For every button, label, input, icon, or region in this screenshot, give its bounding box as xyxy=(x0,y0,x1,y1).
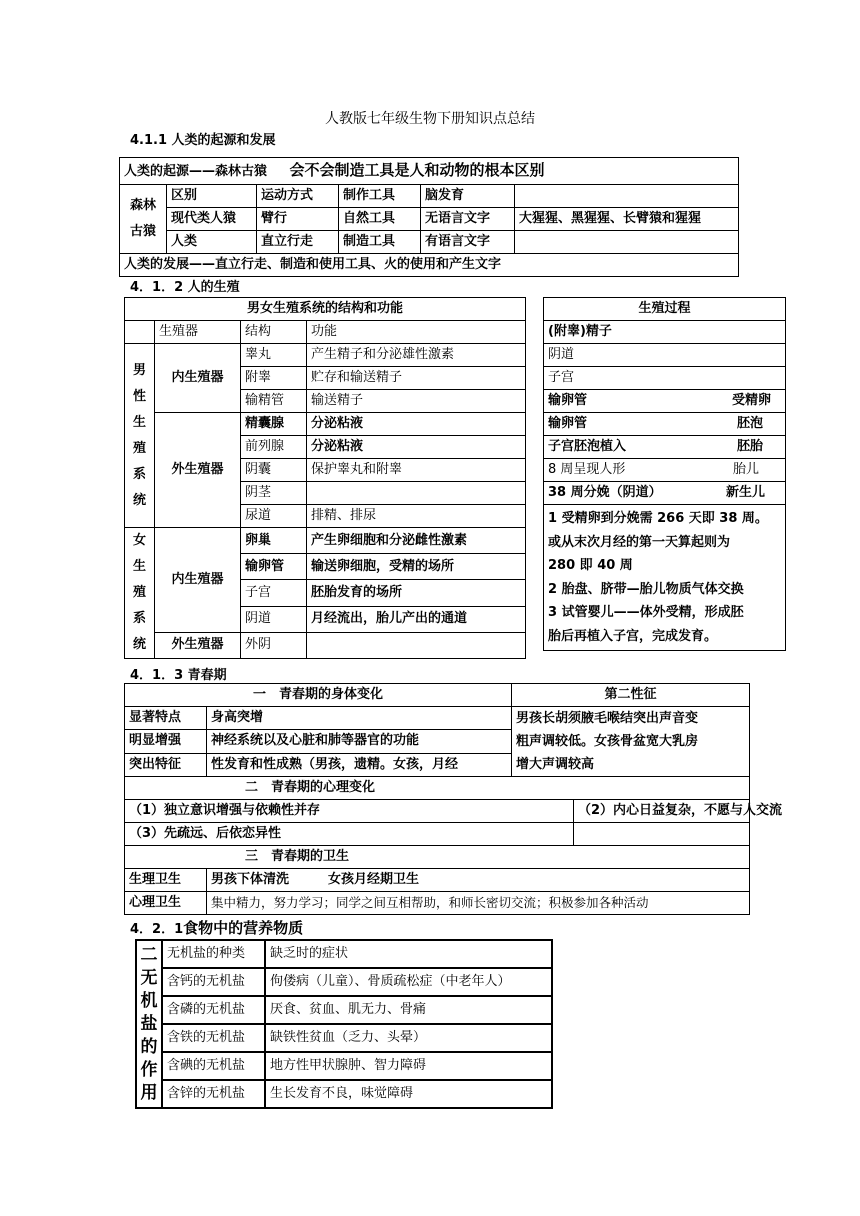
origin-table xyxy=(119,157,739,277)
note-line: 280 即 40 周 xyxy=(548,558,633,573)
process-step xyxy=(544,482,786,505)
male-label: 男性生殖系统 xyxy=(125,344,155,528)
table-cell xyxy=(574,823,750,846)
table-cell: 阴囊 xyxy=(241,459,307,482)
section-heading-421 xyxy=(130,917,303,938)
table-cell: 区别 xyxy=(167,185,257,208)
mineral-table xyxy=(135,939,553,1109)
table-cell: 产生精子和分泌雄性激素 xyxy=(307,344,526,367)
process-result: 新生儿 xyxy=(725,485,765,500)
table-row xyxy=(544,344,786,367)
right-title: 生殖过程 xyxy=(544,298,786,321)
table-row xyxy=(136,1080,552,1108)
table-cell: 功能 xyxy=(307,321,526,344)
table-cell: 心理卫生 xyxy=(125,892,207,915)
table-row xyxy=(136,1052,552,1080)
female-label: 女生殖系统 xyxy=(125,528,155,659)
table-cell: 制作工具 xyxy=(339,185,421,208)
table-cell: 集中精力，努力学习；同学之间互相帮助，和师长密切交流；积极参加各种活动 xyxy=(207,892,750,915)
table-cell: 地方性甲状腺肿、智力障碍 xyxy=(265,1052,552,1080)
table-cell: 佝偻病（儿童）、骨质疏松症（中老年人） xyxy=(265,968,552,996)
process-step-text: 38 周分娩（阴道） xyxy=(548,485,662,500)
page-title: 人教版七年级生物下册知识点总结 xyxy=(325,111,535,127)
table-cell: （1）独立意识增强与依赖性并存 xyxy=(125,800,574,823)
table-row xyxy=(544,321,786,344)
table-cell: 睾丸 xyxy=(241,344,307,367)
table-cell: 阴道 xyxy=(241,606,307,632)
table-cell: 神经系统以及心脏和肺等器官的功能 xyxy=(207,730,512,753)
table-row xyxy=(125,528,526,554)
table-row xyxy=(125,298,526,321)
process-step-text: 子宫胚泡植入 xyxy=(548,439,627,454)
process-step-text: (附睾)精子 xyxy=(548,324,612,339)
table-row xyxy=(120,185,739,208)
male-internal: 内生殖器 xyxy=(155,344,241,413)
female-external: 外生殖器 xyxy=(155,632,241,658)
note-line: 或从末次月经的第一天算起则为 xyxy=(548,534,731,550)
table-cell xyxy=(307,632,526,658)
table-cell: 含钙的无机盐 xyxy=(162,968,265,996)
table-row xyxy=(544,413,786,436)
process-step xyxy=(544,390,786,413)
process-step xyxy=(544,367,786,390)
note-line: 2 胎盘、脐带—胎儿物质气体交换 xyxy=(548,581,744,597)
sex-line: 男孩长胡须腋毛喉结突出声音变 xyxy=(516,711,699,726)
table-cell: 前列腺 xyxy=(241,436,307,459)
table-cell: 生长发育不良，味觉障碍 xyxy=(265,1080,552,1108)
table-cell: 生殖器 xyxy=(155,321,241,344)
table-cell: 分泌粘液 xyxy=(307,413,526,436)
section-heading-413: 4．1．3 青春期 xyxy=(130,668,227,683)
reproduction-process-table xyxy=(543,297,786,651)
table-cell xyxy=(515,231,739,254)
table-row xyxy=(544,367,786,390)
table-cell: 制造工具 xyxy=(339,231,421,254)
process-result: 受精卵 xyxy=(731,393,771,408)
table-cell: 男孩下体清洗 女孩月经期卫生 xyxy=(207,869,750,892)
table-cell: 尿道 xyxy=(241,505,307,528)
table-cell xyxy=(307,482,526,505)
table-cell: 含铁的无机盐 xyxy=(162,1024,265,1052)
heading-text: 食物中的营养物质 xyxy=(183,919,304,937)
table-cell: 保护睾丸和附睾 xyxy=(307,459,526,482)
table-cell: 臂行 xyxy=(257,208,339,231)
table-cell: 卵巢 xyxy=(241,528,307,554)
table-row xyxy=(120,254,739,277)
table-cell: 大猩猩、黑猩猩、长臂猿和猩猩 xyxy=(515,208,739,231)
process-step-text: 输卵管 xyxy=(548,416,588,431)
origin-label: 人类的起源——森林古猿 xyxy=(124,164,268,179)
development-cell: 人类的发展——直立行走、制造和使用工具、火的使用和产生文字 xyxy=(120,254,739,277)
process-notes xyxy=(544,505,786,651)
sex-line: 增大声调较高 xyxy=(516,757,595,772)
side-label: 二无机盐的作用 xyxy=(136,940,162,1108)
table-cell: 含锌的无机盐 xyxy=(162,1080,265,1108)
table-row xyxy=(125,869,750,892)
table-cell: 输送精子 xyxy=(307,390,526,413)
table-cell: 含磷的无机盐 xyxy=(162,996,265,1024)
table-cell: 胚胎发育的场所 xyxy=(307,580,526,606)
process-step xyxy=(544,344,786,367)
table-row xyxy=(125,321,526,344)
table-row xyxy=(136,940,552,968)
note-line: 胎后再植入子宫，完成发育。 xyxy=(548,628,718,644)
table-row xyxy=(125,632,526,658)
table-row xyxy=(125,823,750,846)
table-cell: 缺乏时的症状 xyxy=(265,940,552,968)
table-row xyxy=(125,684,750,707)
table-row xyxy=(544,459,786,482)
table-cell: 无机盐的种类 xyxy=(162,940,265,968)
table-row xyxy=(544,482,786,505)
hyg-title: 三 青春期的卫生 xyxy=(125,846,750,869)
sex-title: 第二性征 xyxy=(512,684,750,707)
table-cell: 厌食、贫血、肌无力、骨痛 xyxy=(265,996,552,1024)
reproductive-structure-table xyxy=(124,297,526,659)
table-row xyxy=(125,344,526,367)
table-cell: 明显增强 xyxy=(125,730,207,753)
table-row xyxy=(136,968,552,996)
table-cell: 月经流出，胎儿产出的通道 xyxy=(307,606,526,632)
table-row xyxy=(136,1024,552,1052)
process-step-text: 子宫 xyxy=(548,370,575,385)
table-cell: 外阴 xyxy=(241,632,307,658)
heading-num: 4．2．1 xyxy=(130,922,184,937)
table-cell: 含碘的无机盐 xyxy=(162,1052,265,1080)
table-cell: 直立行走 xyxy=(257,231,339,254)
table-row xyxy=(544,436,786,459)
process-result: 胎儿 xyxy=(732,462,759,477)
male-external: 外生殖器 xyxy=(155,413,241,528)
table-cell xyxy=(515,185,739,208)
table-cell: 运动方式 xyxy=(257,185,339,208)
table-cell: 身高突增 xyxy=(207,707,512,730)
process-result: 胚泡 xyxy=(736,416,763,431)
table-cell: 阴茎 xyxy=(241,482,307,505)
process-result: 胚胎 xyxy=(736,439,763,454)
table-cell: 输卵管 xyxy=(241,554,307,580)
table-row xyxy=(136,996,552,1024)
sex-traits xyxy=(512,707,750,777)
table-row xyxy=(125,413,526,436)
table-cell: 现代类人猿 xyxy=(167,208,257,231)
body-title: 一 青春期的身体变化 xyxy=(125,684,512,707)
table-row xyxy=(544,505,786,651)
section-heading-411: 4.1.1 人类的起源和发展 xyxy=(130,133,276,148)
table-cell: 子宫 xyxy=(241,580,307,606)
origin-cell xyxy=(120,158,739,185)
table-row xyxy=(125,707,750,730)
table-cell: 结构 xyxy=(241,321,307,344)
origin-key: 会不会制造工具是人和动物的根本区别 xyxy=(289,161,545,179)
table-row xyxy=(120,208,739,231)
table-row xyxy=(125,800,750,823)
table-row xyxy=(120,158,739,185)
table-cell: 附睾 xyxy=(241,367,307,390)
table-cell: 产生卵细胞和分泌雌性激素 xyxy=(307,528,526,554)
process-step xyxy=(544,413,786,436)
sex-line: 粗声调较低。女孩骨盆宽大乳房 xyxy=(516,734,699,749)
table-cell: 输送卵细胞，受精的场所 xyxy=(307,554,526,580)
table-cell: 输精管 xyxy=(241,390,307,413)
table-cell: 分泌粘液 xyxy=(307,436,526,459)
section-heading-412: 4．1．2 人的生殖 xyxy=(130,280,240,295)
table-cell: 脑发育 xyxy=(421,185,515,208)
table-cell: 无语言文字 xyxy=(421,208,515,231)
process-step-text: 阴道 xyxy=(548,347,575,362)
table-row xyxy=(544,390,786,413)
table-cell: 自然工具 xyxy=(339,208,421,231)
table-row xyxy=(120,231,739,254)
table-cell: 显著特点 xyxy=(125,707,207,730)
note-line: 1 受精卵到分娩需 266 天即 38 周。 xyxy=(548,511,768,526)
table-cell: 有语言文字 xyxy=(421,231,515,254)
table-cell: 生理卫生 xyxy=(125,869,207,892)
table-cell: 性发育和性成熟（男孩，遗精。女孩，月经 xyxy=(207,753,512,776)
process-step xyxy=(544,436,786,459)
table-cell: 精囊腺 xyxy=(241,413,307,436)
table-cell: 贮存和输送精子 xyxy=(307,367,526,390)
table-cell: 人类 xyxy=(167,231,257,254)
table-cell: 突出特征 xyxy=(125,753,207,776)
table-cell: 缺铁性贫血（乏力、头晕） xyxy=(265,1024,552,1052)
note-line: 3 试管婴儿——体外受精，形成胚 xyxy=(548,605,744,620)
table-row xyxy=(125,892,750,915)
table-row xyxy=(544,298,786,321)
puberty-table xyxy=(124,683,783,915)
table-cell: （2）内心日益复杂，不愿与人交流 xyxy=(574,800,750,823)
process-step-text: 输卵管 xyxy=(548,393,588,408)
table-cell: （3）先疏远、后依恋异性 xyxy=(125,823,574,846)
table-cell: 排精、排尿 xyxy=(307,505,526,528)
process-step-text: 8 周呈现人形 xyxy=(548,462,626,477)
psy-title: 二 青春期的心理变化 xyxy=(125,777,750,800)
process-step xyxy=(544,459,786,482)
table-row xyxy=(125,846,750,869)
left-title: 男女生殖系统的结构和功能 xyxy=(125,298,526,321)
process-step xyxy=(544,321,786,344)
group-label: 森林古猿 xyxy=(120,185,167,254)
table-cell xyxy=(125,321,155,344)
female-internal: 内生殖器 xyxy=(155,528,241,633)
table-row xyxy=(125,777,750,800)
